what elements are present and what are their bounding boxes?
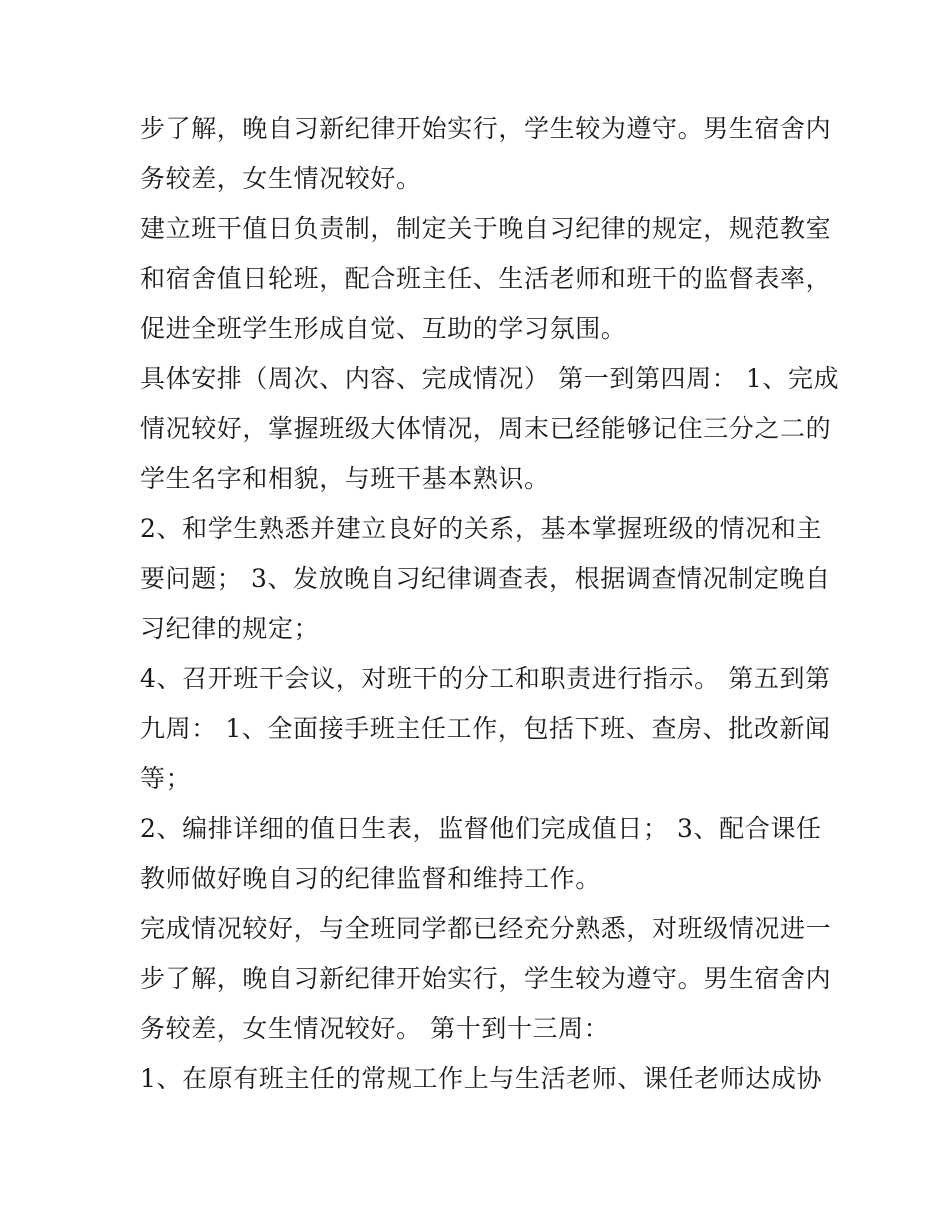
text-line: 等； (140, 764, 192, 793)
paragraph-8 (140, 1054, 823, 1104)
text-line: 务较差，女生情况较好。 第十到十三周： (140, 1014, 610, 1043)
paragraph-2 (140, 204, 832, 354)
paragraph-5 (140, 654, 831, 804)
text-line: 2、和学生熟悉并建立良好的关系，基本掌握班级的情况和主 (140, 514, 823, 543)
text-line: 步了解，晚自习新纪律开始实行，学生较为遵守。男生宿舍内 (140, 114, 832, 143)
text-line: 2、编排详细的值日生表，监督他们完成值日； 3、配合课任 (140, 814, 822, 843)
text-line: 习纪律的规定； (140, 614, 320, 643)
text-line: 情况较好，掌握班级大体情况，周末已经能够记住三分之二的 (140, 414, 832, 443)
text-line: 促进全班学生形成自觉、互助的学习氛围。 (140, 314, 627, 343)
paragraph-7 (140, 904, 832, 1054)
text-line: 1、在原有班主任的常规工作上与生活老师、课任老师达成协 (140, 1064, 823, 1093)
text-line: 要问题； 3、发放晚自习纪律调查表，根据调查情况制定晚自 (140, 564, 831, 593)
text-line: 和宿舍值日轮班，配合班主任、生活老师和班干的监督表率， (140, 264, 832, 293)
text-line: 务较差，女生情况较好。 (140, 164, 422, 193)
text-line: 完成情况较好，与全班同学都已经充分熟悉，对班级情况进一 (140, 914, 832, 943)
text-line: 建立班干值日负责制，制定关于晚自习纪律的规定，规范教室 (140, 214, 832, 243)
paragraph-1 (140, 104, 832, 204)
text-line: 教师做好晚自习的纪律监督和维持工作。 (140, 864, 601, 893)
text-line: 4、召开班干会议，对班干的分工和职责进行指示。 第五到第 (140, 664, 831, 693)
text-line: 具体安排（周次、内容、完成情况） 第一到第四周： 1、完成 (140, 364, 840, 393)
paragraph-6 (140, 804, 820, 904)
document-body (140, 104, 840, 1104)
paragraph-4 (140, 504, 831, 654)
paragraph-3 (140, 354, 840, 504)
text-line: 学生名字和相貌，与班干基本熟识。 (140, 464, 550, 493)
text-line: 九周： 1、全面接手班主任工作，包括下班、查房、批改新闻 (140, 714, 831, 743)
text-line: 步了解，晚自习新纪律开始实行，学生较为遵守。男生宿舍内 (140, 964, 832, 993)
